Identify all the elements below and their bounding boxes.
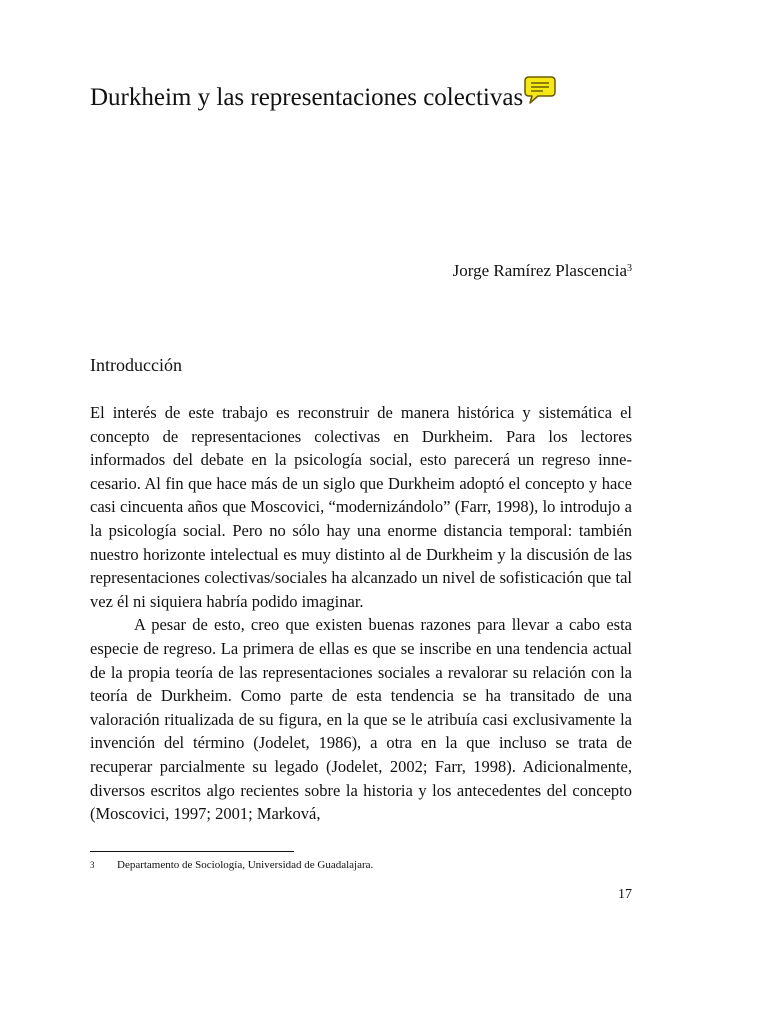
author-name: Jorge Ramírez Plascencia (452, 261, 627, 280)
section-heading-text: Introducción (90, 355, 182, 375)
body-text (90, 401, 632, 826)
footnote-divider (90, 851, 294, 852)
document-title-text: Durkheim y las representaciones colectivas (90, 84, 524, 111)
footnote (90, 857, 632, 873)
paragraph-2: A pesar de esto, creo que existen buenas razones para llevar a cabo esta especie de regreso. La primera de ellas es que se inscribe en una tendencia actual de la propia teoría de las representaciones sociales a revalorar su relación con la teoría de Durkheim. Como parte de esta tendencia se ha transitado de una valoración ritualizada de su figura, en la que se le atribuía casi exclusivamente la invención del término (Jodelet, 1986), a otra en la que incluso se trata de recuperar parcialmente su legado (Jodelet, 2002; Farr, 1998). Adicionalmente, diversos escritos algo recientes sobre la historia y los antecedentes del concepto (Moscovici, 1997; 2001; Marková, (90, 615, 632, 824)
comment-bubble-shape (525, 77, 555, 103)
paragraph-1: El interés de este trabajo es reconstruir de manera histórica y sistemática el concepto de representaciones colectivas en Durkheim. Para los lectores informados del debate en la psicología social, esto parecerá un regreso innecesario. Al fin que hace más de un siglo que Durkheim adoptó el concepto y hace casi cincuenta años que Moscovici, “modernizándolo” (Farr, 1998), lo introdujo a la psicología social. Pero no sólo hay una enorme distancia temporal: también nuestro horizonte intelectual es muy distinto al de Durkheim y la discusión de las representaciones colectivas/sociales ha alcanzado un nivel de sofisticación que tal vez él ni siquiera habría podido imaginar. (90, 403, 632, 611)
comment-icon[interactable] (523, 75, 557, 105)
author-footnote-marker[interactable]: 3 (627, 263, 632, 274)
author-byline (453, 259, 632, 283)
footnote-text: Departamento de Sociología, Universidad de Guadalajara. (117, 859, 374, 871)
footnote-marker: 3 (90, 860, 95, 870)
page-number: 17 (618, 887, 632, 902)
section-heading (90, 353, 182, 377)
document-title (90, 82, 523, 114)
